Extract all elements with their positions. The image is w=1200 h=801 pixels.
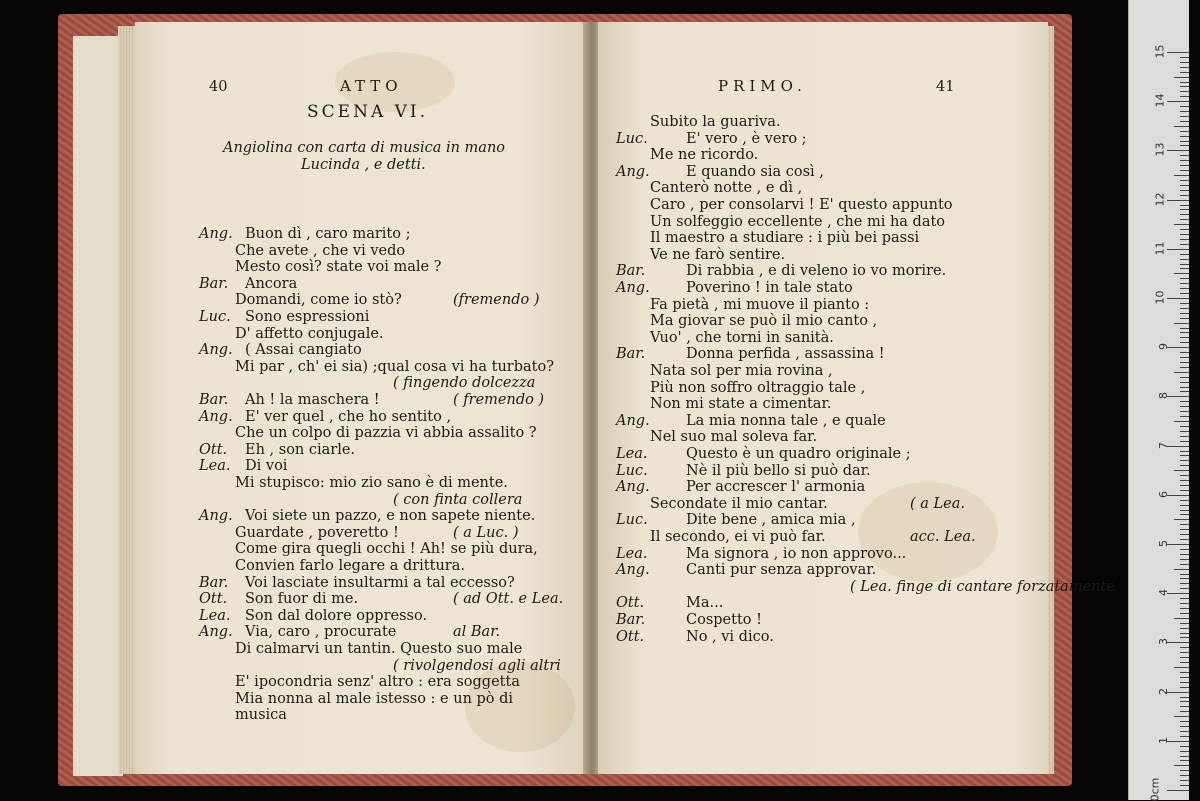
ruler-tick xyxy=(1167,101,1189,102)
dialogue-line: Subito la guariva. xyxy=(650,114,781,130)
ruler-tick xyxy=(1180,382,1189,383)
ruler-tick xyxy=(1180,736,1189,737)
speaker-name: Bar. xyxy=(199,275,229,292)
speaker-name: Ang. xyxy=(199,624,233,641)
right-page xyxy=(598,22,1115,774)
dialogue-line: Sono espressioni xyxy=(245,309,370,325)
ruler-tick xyxy=(1180,244,1189,245)
speaker-name: Lea. xyxy=(199,458,231,475)
dialogue-line: Nè il più bello si può dar. xyxy=(686,462,871,479)
ruler-tick xyxy=(1167,347,1189,348)
speaker-name: Ang. xyxy=(199,226,233,242)
ruler-number: 2 xyxy=(1157,687,1170,695)
ruler-tick xyxy=(1180,229,1189,230)
dialogue-line: Questo è un quadro originale ; xyxy=(686,446,911,462)
ruler-tick xyxy=(1180,514,1189,515)
ruler-tick xyxy=(1180,91,1189,92)
ruler-tick xyxy=(1174,323,1189,324)
ruler-tick xyxy=(1174,77,1189,78)
stage-direction: ( a Lea. xyxy=(910,495,965,512)
dialogue-line: Ma signora , io non approvo... xyxy=(686,545,907,562)
ruler-tick xyxy=(1180,82,1189,83)
ruler-tick xyxy=(1180,205,1189,206)
dialogue-line: Il secondo, ei vi può far. xyxy=(650,529,826,545)
dialogue-line: Buon dì , caro marito ; xyxy=(245,226,411,242)
ruler-tick xyxy=(1180,62,1189,63)
ruler-tick xyxy=(1180,633,1189,634)
speaker-name: Ang. xyxy=(199,508,233,525)
ruler-tick xyxy=(1180,145,1189,146)
ruler-number: 3 xyxy=(1157,638,1170,646)
dialogue-line: Secondate il mio cantar. xyxy=(650,495,828,512)
ruler-tick xyxy=(1180,721,1189,722)
speaker-name: Ang. xyxy=(616,163,650,180)
ruler-tick xyxy=(1180,682,1189,683)
ruler-tick xyxy=(1167,446,1189,447)
ruler-tick xyxy=(1180,628,1189,629)
ruler-tick xyxy=(1180,490,1189,491)
ruler-tick xyxy=(1180,574,1189,575)
dialogue-line: Come gira quegli occhi ! Ah! se più dura, xyxy=(235,541,538,558)
ruler-tick xyxy=(1180,116,1189,117)
ruler-tick xyxy=(1180,234,1189,235)
ruler-tick xyxy=(1167,790,1189,791)
ruler-tick xyxy=(1174,765,1189,766)
ruler-tick xyxy=(1174,667,1189,668)
ruler-tick xyxy=(1180,465,1189,466)
ruler-tick xyxy=(1180,268,1189,269)
ruler-tick xyxy=(1174,618,1189,619)
ruler-tick xyxy=(1174,470,1189,471)
ruler-tick xyxy=(1180,637,1189,638)
ruler-tick xyxy=(1180,672,1189,673)
ruler-tick xyxy=(1167,150,1189,151)
stage-direction: (fremendo ) xyxy=(453,292,540,309)
dialogue-line: Nel suo mal soleva far. xyxy=(650,429,818,446)
ruler-tick xyxy=(1180,155,1189,156)
dialogue-line: E' ver quel , che ho sentito , xyxy=(245,408,452,425)
ruler-tick xyxy=(1174,273,1189,274)
ruler-tick xyxy=(1180,756,1189,757)
ruler-tick xyxy=(1180,505,1189,506)
ruler-tick xyxy=(1180,57,1189,58)
ruler-tick xyxy=(1180,254,1189,255)
ruler-tick xyxy=(1167,52,1189,53)
ruler-tick xyxy=(1180,293,1189,294)
dialogue-line: Cospetto ! xyxy=(686,612,762,628)
dialogue-line: Mi par , ch' ei sia) ;qual cosa vi ha turbato? xyxy=(235,358,554,375)
ruler-number: 4 xyxy=(1157,589,1170,597)
ruler-tick xyxy=(1180,337,1189,338)
ruler-tick xyxy=(1180,406,1189,407)
ruler-tick xyxy=(1180,549,1189,550)
ruler-tick xyxy=(1167,249,1189,250)
dialogue-line: Poverino ! in tale stato xyxy=(686,280,853,296)
ruler-tick xyxy=(1180,603,1189,604)
ruler-tick xyxy=(1180,318,1189,319)
ruler-tick xyxy=(1174,372,1189,373)
dialogue-line: Convien farlo legare a drittura. xyxy=(235,558,465,574)
dialogue-line: La mia nonna tale , e quale xyxy=(686,412,886,429)
speaker-name: Ang. xyxy=(199,408,233,425)
ruler-tick xyxy=(1180,436,1189,437)
ruler-tick xyxy=(1180,136,1189,137)
speaker-name: Ott. xyxy=(199,591,228,608)
dialogue-line: ( Assai cangiato xyxy=(245,342,362,359)
stage-direction: ( a Luc. ) xyxy=(453,524,519,541)
ruler-tick xyxy=(1180,770,1189,771)
ruler-tick xyxy=(1180,480,1189,481)
dialogue-line: Domandi, come io stò? xyxy=(235,292,402,309)
ruler-tick xyxy=(1180,578,1189,579)
ruler-tick xyxy=(1180,239,1189,240)
stage-direction: ( Lea. finge di cantare forzatamente xyxy=(850,578,1115,595)
ruler-tick xyxy=(1180,775,1189,776)
dialogue-line: Di rabbia , e di veleno io vo morire. xyxy=(686,263,947,280)
ruler-tick xyxy=(1180,652,1189,653)
speaker-name: Ang. xyxy=(616,280,650,296)
ruler-tick xyxy=(1167,396,1189,397)
ruler-tick xyxy=(1180,111,1189,112)
stage-direction: ( con finta collera xyxy=(393,491,523,508)
ruler-tick xyxy=(1180,190,1189,191)
ruler-tick xyxy=(1180,475,1189,476)
ruler-tick xyxy=(1180,780,1189,781)
ruler-tick xyxy=(1180,195,1189,196)
ruler-number: 9 xyxy=(1157,343,1170,351)
speaker-name: Bar. xyxy=(616,346,646,363)
speaker-name: Luc. xyxy=(199,309,231,325)
speaker-name: Luc. xyxy=(616,462,648,479)
dialogue-line: Mi stupisco: mio zio sano è di mente. xyxy=(235,475,508,491)
ruler-tick xyxy=(1180,357,1189,358)
dialogue-line: Il maestro a studiare : i più bei passi xyxy=(650,230,920,247)
dialogue-line: Son fuor di me. xyxy=(245,591,359,608)
speaker-name: Bar. xyxy=(199,574,229,591)
speaker-name: Lea. xyxy=(616,446,648,462)
ruler-number: 14 xyxy=(1153,93,1167,108)
dialogue-line: E' vero , è vero ; xyxy=(686,130,807,147)
ruler-tick xyxy=(1180,588,1189,589)
ruler-tick xyxy=(1180,170,1189,171)
speaker-name: Luc. xyxy=(616,130,648,147)
ruler-tick xyxy=(1180,451,1189,452)
ruler-number: 5 xyxy=(1157,540,1170,547)
ruler-tick xyxy=(1174,421,1189,422)
dialogue-line: Ancora xyxy=(245,275,298,292)
running-header-left: ATTO xyxy=(340,77,403,95)
ruler-tick xyxy=(1167,495,1189,496)
ruler-tick xyxy=(1174,716,1189,717)
dialogue-line: musica xyxy=(235,707,287,724)
speaker-name: Ott. xyxy=(616,595,645,612)
ruler-tick xyxy=(1167,692,1189,693)
stage-direction: acc. Lea. xyxy=(910,529,976,545)
dialogue-line: Voi lasciate insultarmi a tal eccesso? xyxy=(245,574,515,591)
speaker-name: Lea. xyxy=(616,545,648,562)
ruler-tick xyxy=(1180,701,1189,702)
ruler-tick xyxy=(1174,175,1189,176)
ruler-tick xyxy=(1167,298,1189,299)
ruler-tick xyxy=(1180,726,1189,727)
ruler-tick xyxy=(1180,746,1189,747)
ruler-tick xyxy=(1180,264,1189,265)
ruler-tick xyxy=(1180,278,1189,279)
ruler-number: 11 xyxy=(1153,241,1167,256)
ruler-tick xyxy=(1174,126,1189,127)
ruler-tick xyxy=(1180,411,1189,412)
ruler-tick xyxy=(1180,328,1189,329)
ruler-tick xyxy=(1180,455,1189,456)
dialogue-line: Caro , per consolarvi ! E' questo appunto xyxy=(650,197,953,213)
ruler-tick xyxy=(1180,288,1189,289)
ruler-tick xyxy=(1180,332,1189,333)
ruler-tick xyxy=(1180,121,1189,122)
ruler-tick xyxy=(1180,416,1189,417)
ruler-tick xyxy=(1180,524,1189,525)
ruler-tick xyxy=(1180,529,1189,530)
ruler-tick xyxy=(1180,706,1189,707)
dialogue-line: Me ne ricordo. xyxy=(650,147,759,164)
dialogue-line: Di calmarvi un tantin. Questo suo male xyxy=(235,641,523,657)
dialogue-line: Che avete , che vi vedo xyxy=(235,242,406,259)
ruler-tick xyxy=(1180,564,1189,565)
ruler-tick xyxy=(1180,677,1189,678)
left-page xyxy=(135,22,585,774)
ruler-tick xyxy=(1180,72,1189,73)
ruler-number: 0cm xyxy=(1148,777,1162,801)
ruler-tick xyxy=(1180,214,1189,215)
dialogue-line: Vuo' , che torni in sanità. xyxy=(650,329,834,346)
ruler-tick xyxy=(1180,391,1189,392)
dialogue-line: Fa pietà , mi muove il pianto : xyxy=(650,296,870,313)
ruler-tick xyxy=(1180,657,1189,658)
dialogue-line: Mia nonna al male istesso : e un pò di xyxy=(235,690,514,707)
ruler-tick xyxy=(1180,485,1189,486)
stage-direction: ( fremendo ) xyxy=(453,392,545,408)
dialogue-line: Donna perfida , assassina ! xyxy=(686,346,885,363)
ruler-tick xyxy=(1180,662,1189,663)
ruler-number: 7 xyxy=(1157,441,1170,449)
ruler-tick xyxy=(1180,219,1189,220)
dialogue-line: Ma giovar se può il mio canto , xyxy=(650,313,878,330)
ruler-tick xyxy=(1180,165,1189,166)
ruler-tick xyxy=(1180,185,1189,186)
dialogue-line: No , vi dico. xyxy=(686,628,774,645)
ruler-tick xyxy=(1180,460,1189,461)
ruler-tick xyxy=(1180,441,1189,442)
ruler-number: 15 xyxy=(1153,44,1167,59)
ruler-tick xyxy=(1180,106,1189,107)
ruler-number: 6 xyxy=(1157,490,1170,498)
dialogue-line: D' affetto conjugale. xyxy=(235,325,384,342)
dialogue-line: Guardate , poveretto ! xyxy=(235,524,399,541)
ruler-tick xyxy=(1180,751,1189,752)
ruler-tick xyxy=(1180,711,1189,712)
ruler-tick xyxy=(1180,647,1189,648)
ruler-tick xyxy=(1180,160,1189,161)
speaker-name: Bar. xyxy=(199,392,229,408)
dialogue-line: Mesto così? state voi male ? xyxy=(235,259,442,276)
ruler-tick xyxy=(1180,303,1189,304)
speaker-name: Ott. xyxy=(199,441,228,458)
ruler-tick xyxy=(1174,569,1189,570)
ruler-tick xyxy=(1180,539,1189,540)
ruler-tick xyxy=(1180,697,1189,698)
ruler-tick xyxy=(1180,500,1189,501)
dialogue-line: Ve ne farò sentire. xyxy=(650,246,786,263)
ruler-tick xyxy=(1180,387,1189,388)
speaker-name: Bar. xyxy=(616,263,646,280)
dialogue-line: Che un colpo di pazzia vi abbia assalito ? xyxy=(235,425,537,442)
speaker-name: Ott. xyxy=(616,628,645,645)
ruler-tick xyxy=(1180,259,1189,260)
page-number-right: 41 xyxy=(936,79,955,95)
ruler-tick xyxy=(1180,559,1189,560)
ruler-tick xyxy=(1180,687,1189,688)
speaker-name: Ang. xyxy=(616,479,650,496)
speaker-name: Luc. xyxy=(616,512,648,529)
ruler-tick xyxy=(1180,96,1189,97)
dialogue-line: Non mi state a cimentar. xyxy=(650,396,832,413)
ruler-tick xyxy=(1180,141,1189,142)
ruler-tick xyxy=(1180,401,1189,402)
dialogue-line: Ah ! la maschera ! xyxy=(245,392,380,408)
speaker-name: Ang. xyxy=(199,342,233,359)
measuring-ruler xyxy=(1128,0,1189,800)
ruler-tick xyxy=(1180,308,1189,309)
ruler-tick xyxy=(1180,608,1189,609)
stage-direction: al Bar. xyxy=(453,624,501,641)
ruler-tick xyxy=(1180,760,1189,761)
dialogue-line: Più non soffro oltraggio tale , xyxy=(650,379,866,396)
dialogue-line: Eh , son ciarle. xyxy=(245,441,356,458)
running-header-right: PRIMO. xyxy=(718,77,807,95)
ruler-tick xyxy=(1180,554,1189,555)
dialogue-line: Canti pur senza approvar. xyxy=(686,562,877,579)
ruler-tick xyxy=(1180,613,1189,614)
ruler-tick xyxy=(1180,785,1189,786)
dialogue-line: Dite bene , amica mia , xyxy=(686,512,856,529)
ruler-tick xyxy=(1180,352,1189,353)
ruler-tick xyxy=(1180,67,1189,68)
ruler-tick xyxy=(1180,180,1189,181)
speaker-name: Lea. xyxy=(199,607,231,624)
ruler-tick xyxy=(1180,583,1189,584)
scene-title: SCENA VI. xyxy=(307,102,429,122)
ruler-tick xyxy=(1180,209,1189,210)
endpaper xyxy=(73,36,123,776)
ruler-tick xyxy=(1174,224,1189,225)
stage-direction-line: Lucinda , e detti. xyxy=(301,157,426,173)
speaker-name: Ang. xyxy=(616,412,650,429)
ruler-tick xyxy=(1167,544,1189,545)
ruler-tick xyxy=(1180,431,1189,432)
ruler-number: 12 xyxy=(1153,192,1167,207)
ruler-tick xyxy=(1180,283,1189,284)
stage-direction-line: Angiolina con carta di musica in mano xyxy=(223,140,506,156)
ruler-tick xyxy=(1180,86,1189,87)
ruler-tick xyxy=(1180,510,1189,511)
ruler-tick xyxy=(1180,362,1189,363)
dialogue-line: Di voi xyxy=(245,458,288,475)
ruler-tick xyxy=(1167,593,1189,594)
dialogue-line: E quando sia così , xyxy=(686,163,824,180)
dialogue-line: E' ipocondria senz' altro : era soggetta xyxy=(235,674,520,691)
ruler-number: 13 xyxy=(1153,142,1167,157)
dialogue-line: Son dal dolore oppresso. xyxy=(245,607,428,624)
speaker-name: Bar. xyxy=(616,612,646,628)
ruler-tick xyxy=(1180,534,1189,535)
stage-direction: ( rivolgendosi agli altri xyxy=(393,657,561,674)
dialogue-line: Per accrescer l' armonia xyxy=(686,479,866,496)
ruler-tick xyxy=(1180,731,1189,732)
ruler-tick xyxy=(1180,598,1189,599)
ruler-tick xyxy=(1167,200,1189,201)
page-number-left: 40 xyxy=(209,79,228,95)
dialogue-line: Un solfeggio eccellente , che mi ha dato xyxy=(650,213,946,230)
ruler-tick xyxy=(1180,426,1189,427)
ruler-tick xyxy=(1167,741,1189,742)
ruler-tick xyxy=(1180,623,1189,624)
ruler-tick xyxy=(1180,131,1189,132)
stage-direction: ( fingendo dolcezza xyxy=(393,375,536,392)
ruler-tick xyxy=(1174,519,1189,520)
ruler-tick xyxy=(1167,642,1189,643)
dialogue-line: Voi siete un pazzo, e non sapete niente. xyxy=(245,508,536,525)
dialogue-line: Canterò notte , e dì , xyxy=(650,180,803,197)
ruler-tick xyxy=(1180,342,1189,343)
stage-direction: ( ad Ott. e Lea. xyxy=(453,591,564,608)
speaker-name: Ang. xyxy=(616,562,650,579)
ruler-number: 10 xyxy=(1153,290,1167,305)
dialogue-line: Ma... xyxy=(686,595,724,612)
ruler-tick xyxy=(1180,313,1189,314)
dialogue-line: Via, caro , procurate xyxy=(245,624,397,641)
ruler-number: 1 xyxy=(1157,736,1170,744)
ruler-number: 8 xyxy=(1157,392,1170,400)
dialogue-line: Nata sol per mia rovina , xyxy=(650,363,833,379)
ruler-tick xyxy=(1180,377,1189,378)
ruler-tick xyxy=(1180,367,1189,368)
